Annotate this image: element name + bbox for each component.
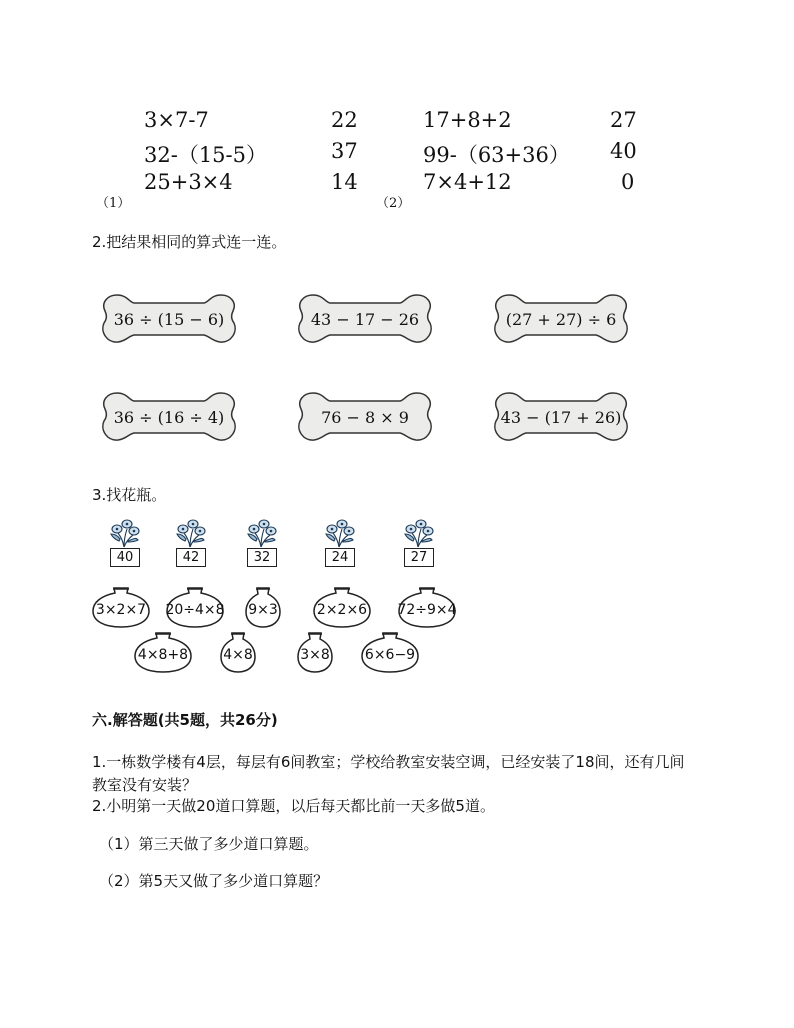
flower-icon [401, 517, 435, 551]
bone-expression: 36 ÷ (15 − 6) [113, 309, 225, 329]
vase-expression: 4×8 [223, 647, 253, 663]
vase-expression: 20÷4×8 [165, 602, 225, 618]
bone-card[interactable] [295, 389, 435, 445]
vase[interactable] [397, 585, 457, 629]
left-value-3: 14 [331, 170, 358, 194]
problem-1-line-2: 教室没有安装？ [92, 776, 198, 794]
bone-card[interactable] [99, 291, 239, 347]
right-expression-2: 99-（63+36） [423, 143, 570, 167]
bone-expression: 36 ÷ (16 ÷ 4) [113, 407, 225, 427]
problem-2-sub-1: （1）第三天做了多少道口算题。 [99, 835, 319, 853]
flower-icon [244, 517, 278, 551]
vase-expression: 6×6−9 [364, 647, 416, 663]
flower-number: 27 [404, 548, 434, 567]
flower-pot[interactable] [244, 517, 278, 569]
left-expression-3: 25+3×4 [144, 170, 233, 194]
vase[interactable] [245, 585, 281, 629]
flower-number: 32 [247, 548, 277, 567]
flower-number: 42 [176, 548, 206, 567]
marker-1: （1） [96, 196, 131, 211]
right-expression-1: 17+8+2 [423, 108, 512, 132]
vase[interactable] [92, 585, 150, 629]
section-6-heading: 六.解答题(共5题，共26分) [92, 711, 278, 729]
bone-card[interactable] [295, 291, 435, 347]
flower-icon [107, 517, 141, 551]
flower-pot[interactable] [173, 517, 207, 569]
right-expression-3: 7×4+12 [423, 170, 512, 194]
bone-expression: 43 − 17 − 26 [310, 309, 420, 329]
bone-card[interactable] [491, 291, 631, 347]
vase-expression: 9×3 [248, 602, 278, 618]
flower-number: 40 [110, 548, 140, 567]
vase[interactable] [166, 585, 224, 629]
vase-expression: 2×2×6 [316, 602, 368, 618]
bone-card[interactable] [99, 389, 239, 445]
question-3-title: 3.找花瓶。 [92, 486, 167, 504]
vase-expression: 4×8+8 [137, 647, 189, 663]
vase-expression: 3×2×7 [95, 602, 147, 618]
problem-2-sub-2: （2）第5天又做了多少道口算题？ [99, 872, 329, 890]
vase[interactable] [360, 630, 420, 674]
vase[interactable] [297, 630, 333, 674]
vase[interactable] [313, 585, 371, 629]
left-value-2: 37 [331, 139, 358, 163]
right-value-1: 27 [610, 108, 637, 132]
vase[interactable] [220, 630, 256, 674]
marker-2: （2） [376, 196, 411, 211]
vase-expression: 3×8 [300, 647, 330, 663]
flower-pot[interactable] [322, 517, 356, 569]
bone-card[interactable] [491, 389, 631, 445]
left-expression-2: 32-（15-5） [144, 143, 267, 167]
problem-2: 2.小明第一天做20道口算题，以后每天都比前一天多做5道。 [92, 797, 495, 815]
right-value-3: 0 [621, 170, 635, 194]
vase[interactable] [134, 630, 192, 674]
flower-number: 24 [325, 548, 355, 567]
flower-pot[interactable] [401, 517, 435, 569]
question-2-title: 2.把结果相同的算式连一连。 [92, 233, 287, 251]
bone-expression: 43 − (17 + 26) [500, 407, 622, 427]
right-value-2: 40 [610, 139, 637, 163]
flower-pot[interactable] [107, 517, 141, 569]
vase-expression: 72÷9×4 [397, 602, 457, 618]
problem-1-line-1: 1.一栋数学楼有4层，每层有6间教室；学校给教室安装空调，已经安装了18间，还有几间 [92, 753, 685, 771]
left-expression-1: 3×7-7 [144, 108, 209, 132]
bone-expression: (27 + 27) ÷ 6 [505, 309, 617, 329]
flower-icon [173, 517, 207, 551]
left-value-1: 22 [331, 108, 358, 132]
bone-expression: 76 − 8 × 9 [321, 407, 409, 427]
flower-icon [322, 517, 356, 551]
